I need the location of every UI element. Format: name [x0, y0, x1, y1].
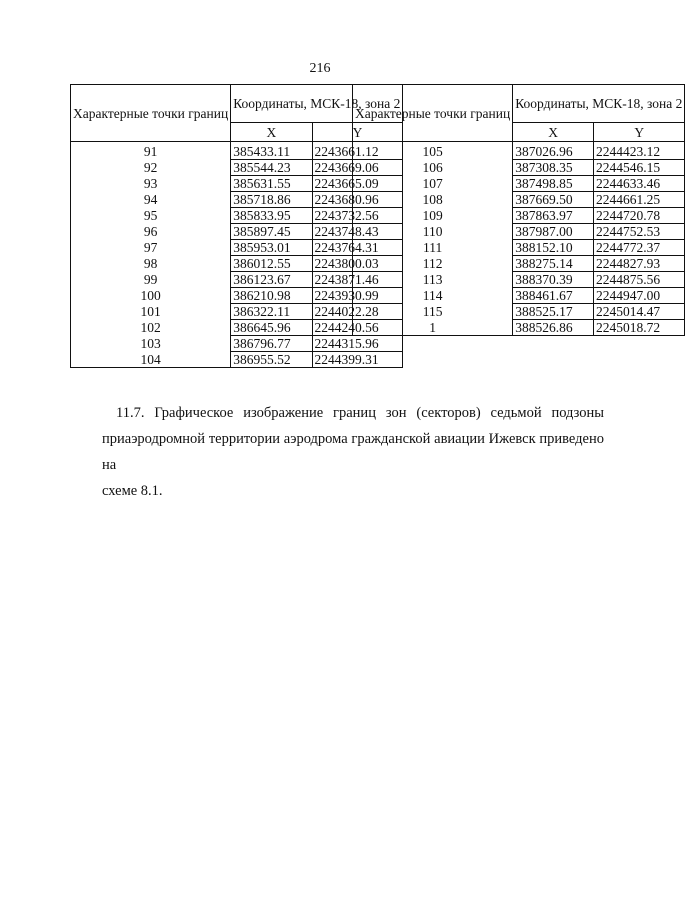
- y-cell: 2243748.43: [312, 224, 403, 240]
- table-row: [353, 208, 685, 224]
- y-cell: 2244423.12: [594, 142, 685, 160]
- paragraph-line: 11.7. Графическое изображение границ зон (секторов) седьмой подзоны: [116, 405, 604, 421]
- x-cell: 385544.23: [231, 160, 312, 176]
- x-cell: 387669.50: [513, 192, 594, 208]
- coordinates-table-right: [352, 84, 685, 336]
- point-cell: 105: [353, 142, 513, 160]
- point-cell: 93: [71, 176, 231, 192]
- point-cell: 92: [71, 160, 231, 176]
- paragraph-11-7: [102, 400, 604, 504]
- x-cell: 387308.35: [513, 160, 594, 176]
- table-row: [71, 352, 403, 368]
- y-cell: 2244399.31: [312, 352, 403, 368]
- y-cell: 2243680.96: [312, 192, 403, 208]
- x-cell: 388152.10: [513, 240, 594, 256]
- y-cell: 2244546.15: [594, 160, 685, 176]
- point-cell: 99: [71, 272, 231, 288]
- table-row: [353, 192, 685, 208]
- x-cell: 385718.86: [231, 192, 312, 208]
- y-cell: 2244315.96: [312, 336, 403, 352]
- x-cell: 386796.77: [231, 336, 312, 352]
- point-cell: 100: [71, 288, 231, 304]
- x-cell: 388526.86: [513, 320, 594, 336]
- x-cell: 387498.85: [513, 176, 594, 192]
- y-cell: 2244752.53: [594, 224, 685, 240]
- point-cell: 112: [353, 256, 513, 272]
- y-cell: 2244772.37: [594, 240, 685, 256]
- table-row: [353, 224, 685, 240]
- header-characteristic-points: Характерные точки границ: [353, 85, 513, 142]
- y-cell: 2244827.93: [594, 256, 685, 272]
- header-y: Y: [594, 123, 685, 142]
- y-cell: 2244022.28: [312, 304, 403, 320]
- y-cell: 2243669.06: [312, 160, 403, 176]
- y-cell: 2245018.72: [594, 320, 685, 336]
- x-cell: 385631.55: [231, 176, 312, 192]
- table-row: [353, 176, 685, 192]
- header-coordinates: Координаты, МСК-18, зона 2: [513, 85, 685, 123]
- point-cell: 98: [71, 256, 231, 272]
- point-cell: 94: [71, 192, 231, 208]
- y-cell: 2243871.46: [312, 272, 403, 288]
- y-cell: 2243665.09: [312, 176, 403, 192]
- table-row: [353, 160, 685, 176]
- header-coordinates: Координаты, МСК-18, зона 2: [231, 85, 403, 123]
- x-cell: 386322.11: [231, 304, 312, 320]
- table-row: [353, 272, 685, 288]
- y-cell: 2245014.47: [594, 304, 685, 320]
- table-row: [353, 256, 685, 272]
- header-x: X: [231, 123, 312, 142]
- y-cell: 2244633.46: [594, 176, 685, 192]
- x-cell: 388370.39: [513, 272, 594, 288]
- point-cell: 101: [71, 304, 231, 320]
- x-cell: 385897.45: [231, 224, 312, 240]
- table-row: [353, 288, 685, 304]
- x-cell: 387863.97: [513, 208, 594, 224]
- paragraph-line: приаэродромной территории аэродрома гражданской авиации Ижевск приведено на: [102, 431, 604, 473]
- y-cell: 2244875.56: [594, 272, 685, 288]
- point-cell: 95: [71, 208, 231, 224]
- x-cell: 386123.67: [231, 272, 312, 288]
- y-cell: 2244720.78: [594, 208, 685, 224]
- point-cell: 108: [353, 192, 513, 208]
- point-cell: 111: [353, 240, 513, 256]
- x-cell: 388275.14: [513, 256, 594, 272]
- header-x: X: [513, 123, 594, 142]
- x-cell: 388461.67: [513, 288, 594, 304]
- point-cell: 114: [353, 288, 513, 304]
- point-cell: 109: [353, 208, 513, 224]
- x-cell: 385953.01: [231, 240, 312, 256]
- table-body: [353, 142, 685, 336]
- point-cell: 115: [353, 304, 513, 320]
- x-cell: 387026.96: [513, 142, 594, 160]
- y-cell: 2243930.99: [312, 288, 403, 304]
- table-row: [353, 240, 685, 256]
- x-cell: 385833.95: [231, 208, 312, 224]
- y-cell: 2244947.00: [594, 288, 685, 304]
- point-cell: 97: [71, 240, 231, 256]
- table-row: [353, 142, 685, 160]
- y-cell: 2243732.56: [312, 208, 403, 224]
- header-characteristic-points: Характерные точки границ: [71, 85, 231, 142]
- table-row: [353, 304, 685, 320]
- point-cell: 102: [71, 320, 231, 336]
- y-cell: 2243764.31: [312, 240, 403, 256]
- point-cell: 96: [71, 224, 231, 240]
- point-cell: 106: [353, 160, 513, 176]
- point-cell: 91: [71, 142, 231, 160]
- point-cell: 103: [71, 336, 231, 352]
- point-cell: 1: [353, 320, 513, 336]
- point-cell: 110: [353, 224, 513, 240]
- point-cell: 104: [71, 352, 231, 368]
- header-y: Y: [312, 123, 403, 142]
- x-cell: 386645.96: [231, 320, 312, 336]
- x-cell: 387987.00: [513, 224, 594, 240]
- x-cell: 386955.52: [231, 352, 312, 368]
- y-cell: 2243800.03: [312, 256, 403, 272]
- point-cell: 107: [353, 176, 513, 192]
- y-cell: 2244661.25: [594, 192, 685, 208]
- paragraph-line: схеме 8.1.: [102, 483, 163, 499]
- point-cell: 113: [353, 272, 513, 288]
- table-row: [71, 336, 403, 352]
- y-cell: 2243661.12: [312, 142, 403, 160]
- y-cell: 2244240.56: [312, 320, 403, 336]
- x-cell: 385433.11: [231, 142, 312, 160]
- table-row: [353, 320, 685, 336]
- x-cell: 386012.55: [231, 256, 312, 272]
- x-cell: 386210.98: [231, 288, 312, 304]
- x-cell: 388525.17: [513, 304, 594, 320]
- page-number: 216: [309, 61, 331, 76]
